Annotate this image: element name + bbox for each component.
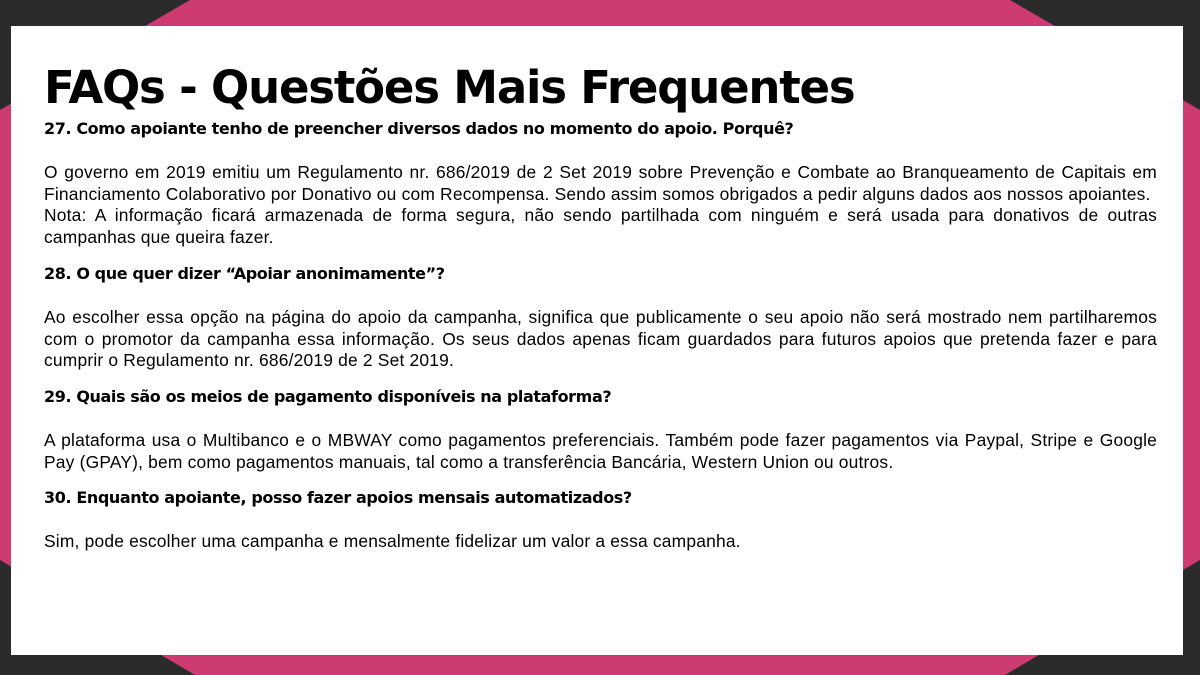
faq-answer-paragraph: O governo em 2019 emitiu um Regulamento nr. 686/2019 de 2 Set 2019 sobre Prevenção e Combate ao Branqueamento de Capitais em Financiamento Colaborativo por Donativo ou com Recompensa. Sendo assim somos obrigados a pedir alguns dados aos nossos apoiantes. [44, 162, 1157, 204]
faq-question: 27. Como apoiante tenho de preencher diversos dados no momento do apoio. Porquê? [44, 119, 794, 138]
faq-item [44, 118, 1157, 249]
faq-card [11, 26, 1183, 655]
faq-answer-paragraph: Nota: A informação ficará armazenada de forma segura, não sendo partilhada com ninguém e será usada para donativos de outras campanhas que queira fazer. [44, 205, 1157, 248]
faq-item [44, 263, 1157, 372]
faq-question: 28. O que quer dizer “Apoiar anonimamente”? [44, 263, 445, 283]
faq-answer [44, 307, 1157, 372]
page-title: FAQs - Questões Mais Frequentes [44, 61, 855, 114]
faq-item [44, 386, 1157, 473]
faq-answer [44, 162, 1157, 249]
faq-answer [44, 531, 1157, 553]
faq-answer [44, 430, 1157, 473]
faq-item [44, 487, 1157, 553]
faq-answer-paragraph: A plataforma usa o Multibanco e o MBWAY como pagamentos preferenciais. Também pode fazer pagamentos via Paypal, Stripe e Google Pay (GPAY), bem como pagamentos manuais, tal como a transferência Bancária, Western Union ou outros. [44, 429, 1157, 472]
faq-answer-paragraph: Ao escolher essa opção na página do apoio da campanha, significa que publicamente o seu apoio não será mostrado nem partilharemos com o promotor da campanha essa informação. Os seus dados apenas ficam guardados para futuros apoios que pretenda fazer e para cumprir o Regulamento nr. 686/2019 de 2 Set 2019. [44, 306, 1157, 371]
faq-question: 29. Quais são os meios de pagamento disponíveis na plataforma? [44, 386, 612, 406]
faq-question: 30. Enquanto apoiante, posso fazer apoios mensais automatizados? [44, 488, 632, 508]
faq-answer-paragraph: Sim, pode escolher uma campanha e mensalmente fidelizar um valor a essa campanha. [44, 531, 741, 552]
